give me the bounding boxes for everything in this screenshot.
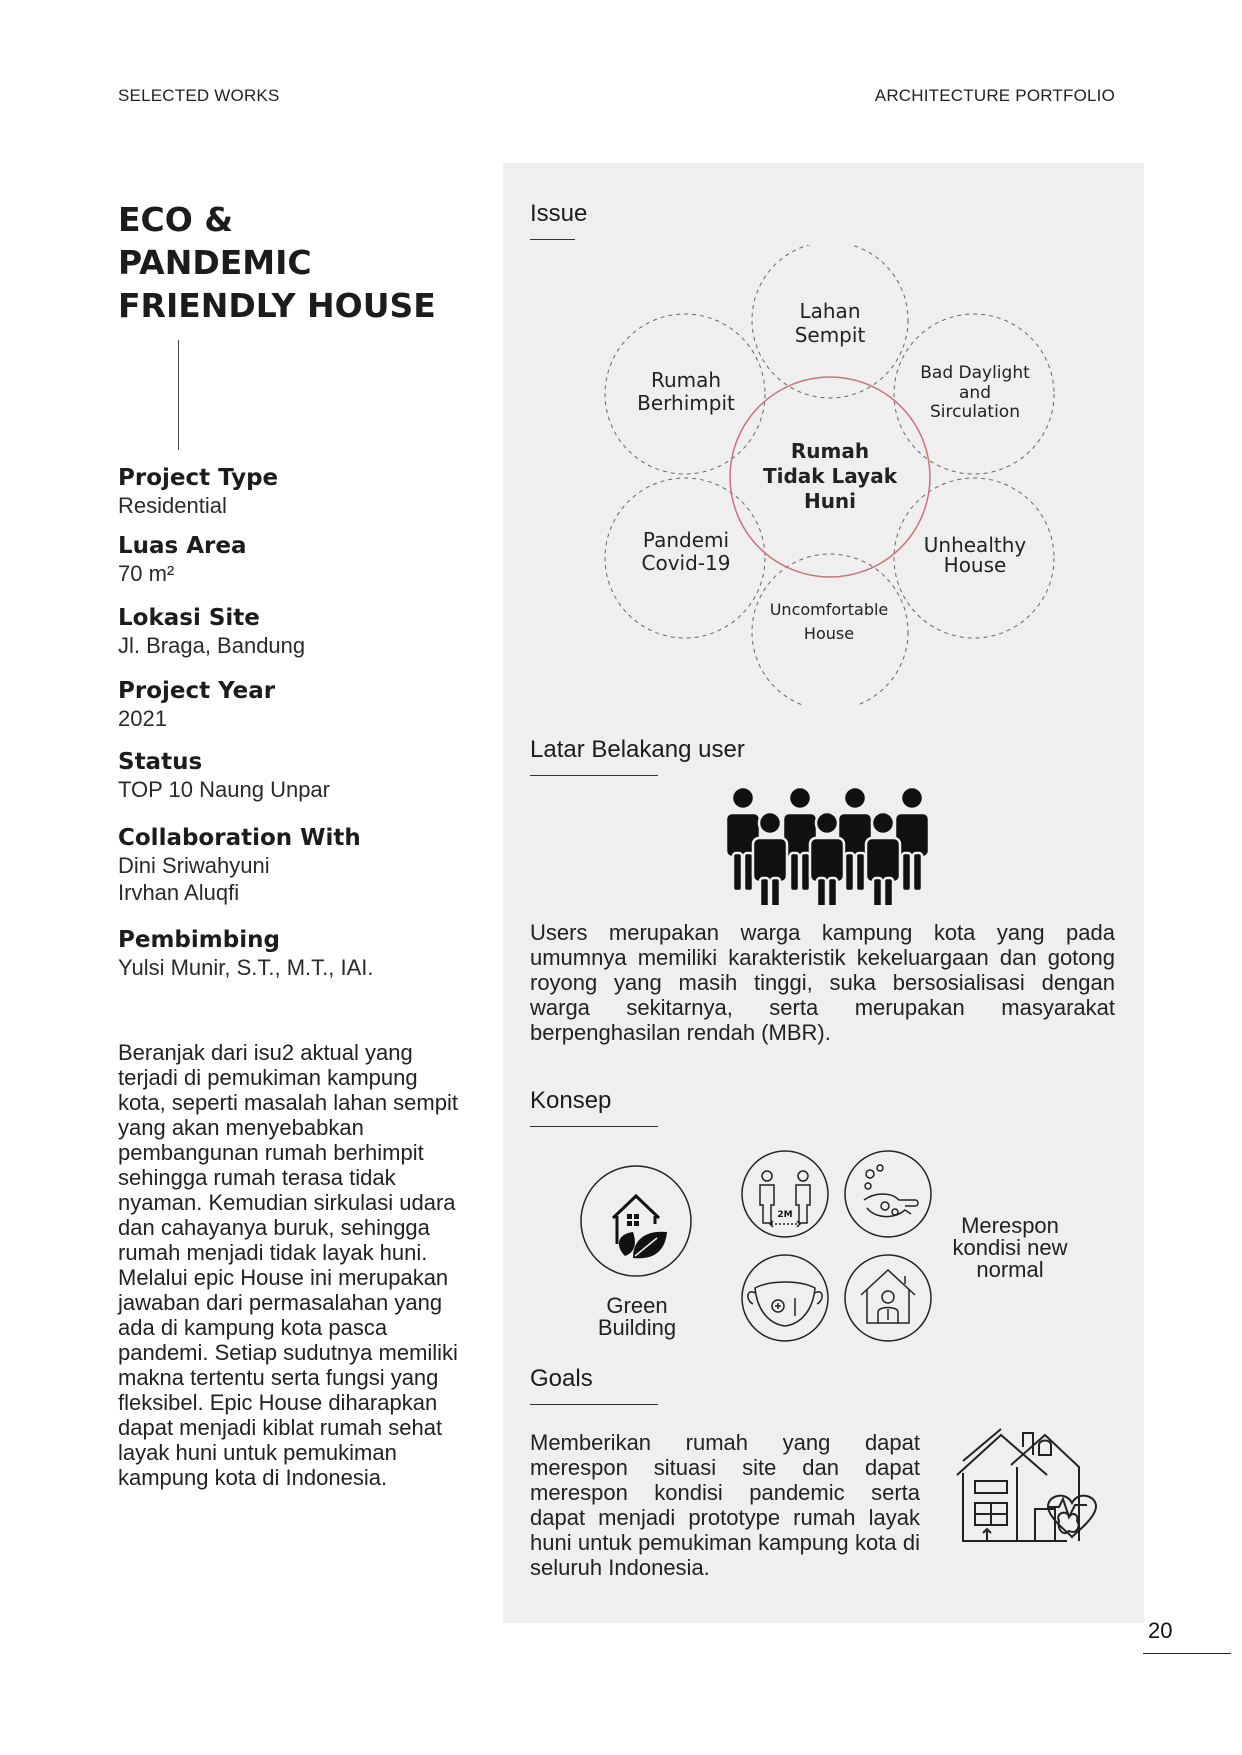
meta-label: Pembimbing (118, 927, 280, 953)
issue-bottom-right-l1: Unhealthy (923, 533, 1027, 557)
meta-status (118, 748, 478, 803)
issue-top-l2: Sempit (794, 323, 866, 347)
title-divider (178, 340, 179, 450)
meta-site (118, 604, 478, 659)
issue-underline (530, 239, 575, 240)
issue-bottom-l1: Uncomfortable (769, 600, 889, 619)
page-number-underline (1143, 1653, 1231, 1654)
issue-title: Issue (530, 200, 588, 227)
hand-washing-icon (845, 1151, 931, 1237)
meta-area (118, 532, 478, 587)
green-building-caption (572, 1295, 702, 1339)
meta-value: Dini Sriwahyuni (118, 853, 270, 878)
face-mask-icon (742, 1255, 828, 1341)
issue-center-l3: Huni (803, 489, 857, 513)
meta-label: Status (118, 749, 203, 775)
stay-home-icon (845, 1255, 931, 1341)
issue-top-right-l2: and (959, 383, 991, 403)
meta-value: 70 m² (118, 561, 175, 586)
green-building-icon (581, 1166, 691, 1276)
issue-bottom-right-l2: House (943, 553, 1007, 577)
page-number: 20 (1148, 1618, 1173, 1643)
header-left: SELECTED WORKS (118, 86, 280, 105)
issue-center-l1: Rumah (790, 439, 870, 463)
meta-label: Lokasi Site (118, 605, 260, 631)
meta-year (118, 677, 478, 732)
goals-title: Goals (530, 1365, 593, 1392)
meta-value: Residential (118, 493, 227, 518)
issue-top-left-l1: Rumah (650, 368, 722, 392)
issue-bottom-left-l1: Pandemi (642, 528, 730, 552)
meta-value: Irvhan Aluqfi (118, 880, 240, 905)
meta-label: Project Year (118, 678, 276, 704)
user-background-text: Users merupakan warga kampung kota yang pada umumnya memiliki karakteristik kekeluargaan dan gotong royong yang masih tinggi, suka bersosialisasi dengan warga sekitarnya, serta merupakan masyarakat berpenghasilan rendah (MBR). (530, 920, 1115, 1045)
meta-value: Jl. Braga, Bandung (118, 633, 306, 658)
issue-diagram (598, 245, 1068, 705)
new-normal-caption (940, 1215, 1080, 1281)
title-line-2: PANDEMIC (118, 243, 312, 282)
meta-label: Collaboration With (118, 825, 361, 851)
user-background-title: Latar Belakang user (530, 736, 745, 763)
goals-underline (530, 1404, 658, 1405)
goals-text: Memberikan rumah yang dapat merespon situasi site dan dapat merespon kondisi pandemic serta dapat menjadi prototype rumah layak huni untuk pemukiman kampung kota di seluruh Indonesia. (530, 1430, 920, 1580)
caption-line: normal (976, 1257, 1044, 1282)
caption-line: Green (606, 1293, 668, 1318)
meta-value: TOP 10 Naung Unpar (118, 777, 330, 802)
meta-value: 2021 (118, 706, 167, 731)
project-description: Beranjak dari isu2 aktual yang terjadi di pemukiman kampung kota, seperti masalah lahan sempit yang akan menyebabkan pembangunan rumah berhimpit sehingga rumah terasa tidak nyaman. Kemudian sirkulasi udara dan cahayanya buruk, sehingga rumah menjadi tidak layak huni. Melalui epic House ini merupakan jawaban dari permasalahan yang ada di kampung kota pasca pandemi. Setiap sudutnya memiliki makna tertentu serta fungsi yang fleksibel. Epic House diharapkan dapat menjadi kiblat rumah sehat layak huni untuk pemukiman kampung kota di Indonesia. (118, 1040, 458, 1490)
title-line-1: ECO & (118, 200, 234, 239)
meta-label: Project Type (118, 465, 279, 491)
meta-label: Luas Area (118, 533, 247, 559)
user-background-underline (530, 775, 658, 776)
issue-center-l2: Tidak Layak (762, 464, 898, 488)
issue-top-right-l3: Sirculation (930, 402, 1020, 422)
issue-top-left-l2: Berhimpit (637, 391, 735, 415)
header-right: ARCHITECTURE PORTFOLIO (874, 86, 1115, 105)
issue-bottom-left-l2: Covid-19 (641, 551, 731, 575)
caption-line: kondisi new (952, 1235, 1068, 1260)
meta-value: Yulsi Munir, S.T., M.T., IAI. (118, 955, 374, 980)
social-distancing-icon (742, 1151, 828, 1237)
page-title (118, 198, 478, 327)
distance-label: 2M (777, 1210, 793, 1220)
concept-title: Konsep (530, 1087, 612, 1114)
caption-line: Building (597, 1315, 677, 1340)
concept-underline (530, 1126, 658, 1127)
caption-line: Merespon (961, 1213, 1059, 1238)
issue-top-l1: Lahan (799, 299, 861, 323)
issue-bottom-l2: House (803, 624, 855, 643)
users-group-icon (718, 785, 938, 905)
meta-collaboration (118, 824, 478, 906)
meta-project-type (118, 464, 478, 519)
title-line-3: FRIENDLY HOUSE (118, 286, 436, 325)
issue-top-right-l1: Bad Daylight (920, 363, 1030, 383)
meta-mentor (118, 926, 478, 981)
healthy-house-icon (955, 1425, 1105, 1550)
